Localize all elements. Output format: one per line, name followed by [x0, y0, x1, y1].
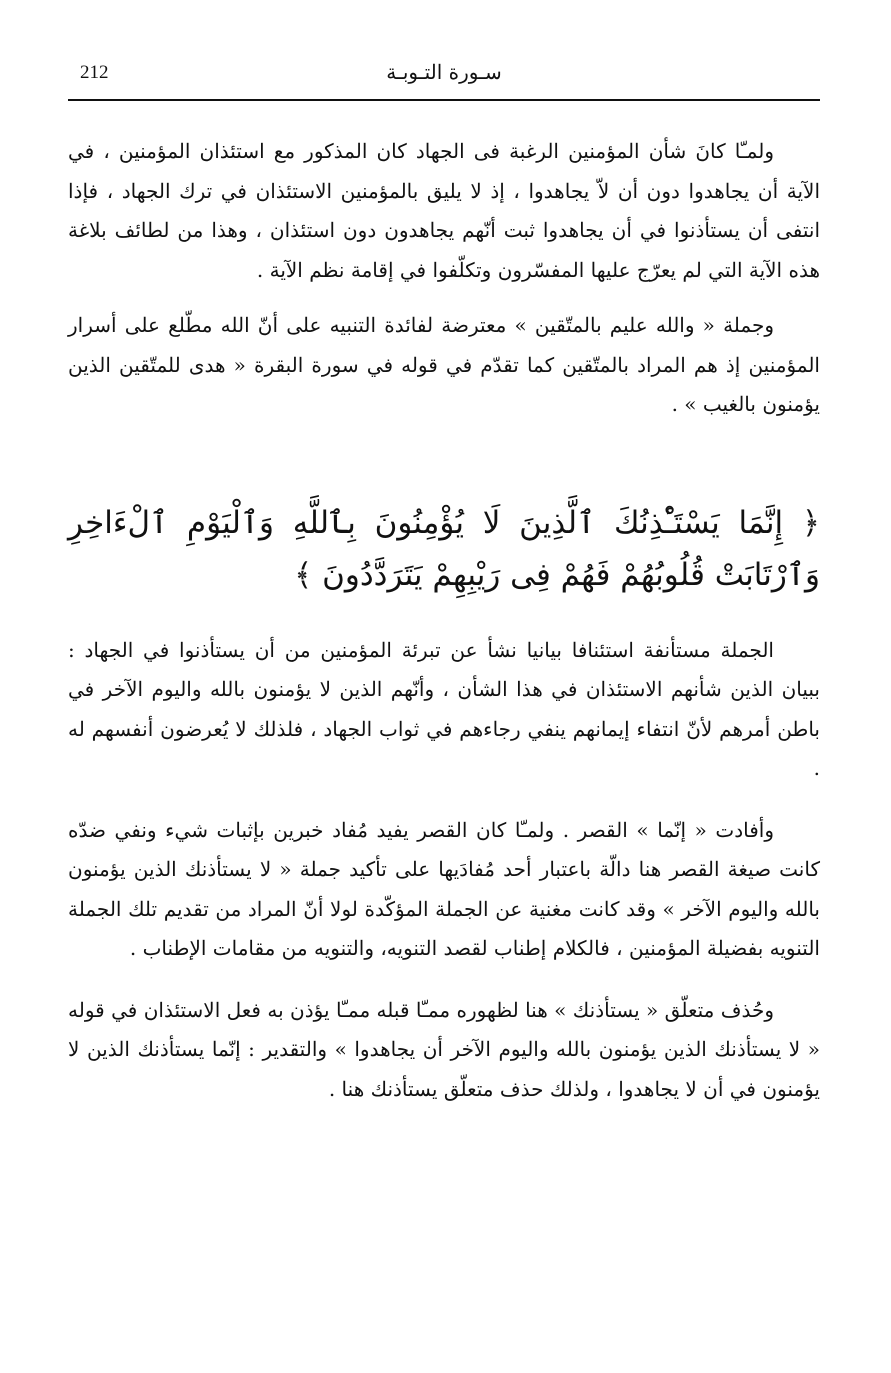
header-rule [68, 99, 820, 101]
page-number: 212 [80, 62, 109, 83]
page-body [68, 132, 820, 1109]
paragraph-2: وجملة « والله عليم بالمتّقين » معترضة لفائدة التنبيه على أنّ الله مطّلع على أسرار المؤمنين إذ هم المراد بالمتّقين كما تقدّم في قوله في سورة البقرة « هدى للمتّقين الذين يؤمنون بالغيب » . [68, 313, 820, 416]
paragraph-5: وحُذف متعلّق « يستأذنك » هنا لظهوره ممـّا قبله ممـّا يؤذن به فعل الاستئذان في قوله « لا يستأذنك الذين يؤمنون بالله واليوم الآخر أن يجاهدوا » والتقدير : إنّما يستأذنك الذين لا يؤمنون في أن لا يجاهدوا ، ولذلك حذف متعلّق يستأذنك هنا . [68, 997, 820, 1101]
page-header [68, 58, 820, 98]
paragraph-4: وأفادت « إنّما » القصر . ولمـّا كان القصر يفيد مُفاد خبرين بإثبات شيء ونفي ضدّه كانت صيغة القصر هنا دالّة باعتبار أحد مُفادَيها على تأكيد جملة « لا يستأذنك الذين يؤمنون بالله واليوم الآخر » وقد كانت مغنية عن الجملة المؤكّدة لولا أنّ المراد من تقديم تلك الجملة التنويه بفضيلة المؤمنين ، فالكلام إطناب لقصد التنويه، والتنويه من مقامات الإطناب . [68, 817, 820, 960]
running-title: سـورة التـوبـة [386, 60, 502, 84]
quran-verse: ﴿ إِنَّمَا يَسْتَـْٔذِنُكَ ٱلَّذِينَ لَا يُؤْمِنُونَ بِٱللَّهِ وَٱلْيَوْمِ ٱلْءَاخِرِ وَٱرْتَابَتْ قُلُوبُهُمْ فَهُمْ فِى رَيْبِهِمْ يَتَرَدَّدُونَ ﴾ [68, 504, 820, 593]
paragraph-3: الجملة مستأنفة استئنافا بيانيا نشأ عن تبرئة المؤمنين من أن يستأذنوا في الجهاد : ببيان الذين شأنهم الاستئذان في هذا الشأن ، وأنّهم الذين لا يؤمنون بالله واليوم الآخر في باطن أمرهم لأنّ انتفاء إيمانهم ينفي رجاءهم في ثواب الجهاد ، فلذلك لا يُعرضون أنفسهم له . [68, 637, 821, 780]
paragraph-1: ولمـّا كانَ شأن المؤمنين الرغبة فى الجهاد كان المذكور مع استئذان المؤمنين ، في الآية أن يجاهدوا دون أن لاّ يجاهدوا ، إذ لا يليق بالمؤمنين الاستئذان في ترك الجهاد ، فإذا انتفى أن يستأذنوا في أن يجاهدوا ثبت أنّهم يجاهدون دون استئذان ، وهذا من لطائف بلاغة هذه الآية التي لم يعرّج عليها المفسّرون وتكلّفوا في إقامة نظم الآية . [68, 139, 820, 282]
